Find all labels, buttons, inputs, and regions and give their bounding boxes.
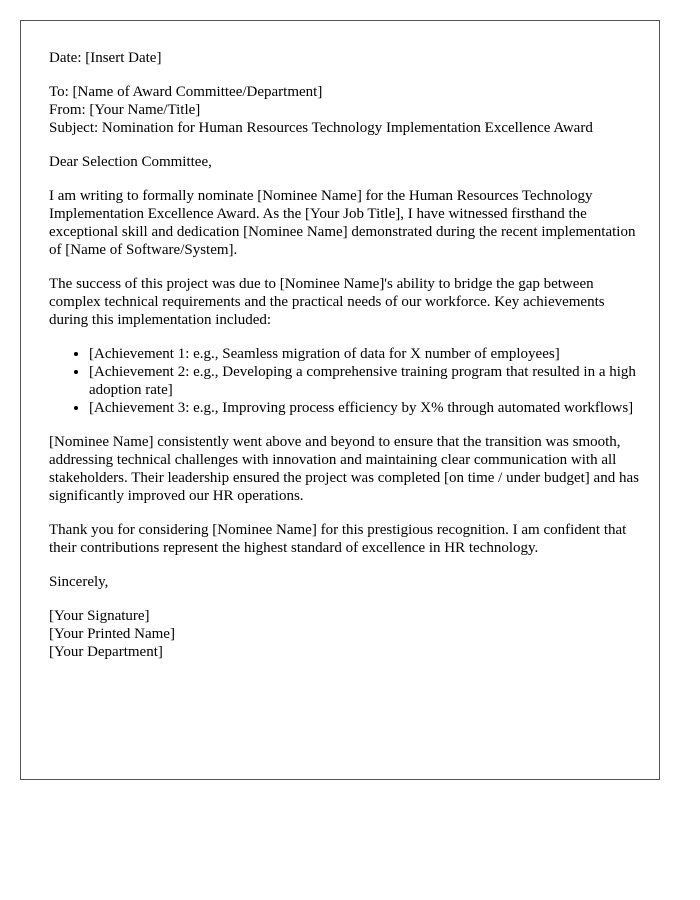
letter-closing: Sincerely,	[49, 574, 109, 590]
letter-subject: Subject: Nomination for Human Resources Technology Implementation Excellence Award	[49, 120, 593, 136]
letter-paragraph-leadership: [Nominee Name] consistently went above and beyond to ensure that the transition was smooth, addressing technical challenges with innovation and maintaining clear communication with all stakeholders. Their leadership ensured the project was completed [on time / under budget] and has significantly improved our HR operations.	[49, 434, 639, 504]
printed-name-line: [Your Printed Name]	[49, 626, 175, 642]
achievement-item: • [Achievement 2: e.g., Developing a comprehensive training program that resulted in a high adoption rate]	[89, 363, 639, 399]
letter-date: Date: [Insert Date]	[49, 50, 162, 66]
achievement-item: • [Achievement 1: e.g., Seamless migration of data for X number of employees]	[89, 345, 639, 363]
letter-paragraph-intro: I am writing to formally nominate [Nominee Name] for the Human Resources Technology Implementation Excellence Award. As the [Your Job Title], I have witnessed firsthand the exceptional skill and dedication [Nominee Name] demonstrated during the recent implementation of [Name of Software/System].	[49, 188, 636, 258]
letter-body	[49, 49, 639, 661]
letter-page	[20, 20, 660, 780]
achievement-item: • [Achievement 3: e.g., Improving process efficiency by X% through automated workflows]	[89, 399, 639, 417]
signature-block	[49, 607, 639, 661]
letter-header	[49, 83, 639, 137]
letter-salutation: Dear Selection Committee,	[49, 154, 212, 170]
letter-paragraph-success: The success of this project was due to [Nominee Name]'s ability to bridge the gap between complex technical requirements and the practical needs of our workforce. Key achievements during this implementation included:	[49, 276, 605, 328]
letter-from: From: [Your Name/Title]	[49, 102, 201, 118]
letter-paragraph-thanks: Thank you for considering [Nominee Name] for this prestigious recognition. I am confident that their contributions represent the highest standard of excellence in HR technology.	[49, 522, 627, 556]
department-line: [Your Department]	[49, 644, 163, 660]
achievements-list	[49, 345, 639, 417]
letter-to: To: [Name of Award Committee/Department]	[49, 84, 323, 100]
signature-line: [Your Signature]	[49, 608, 150, 624]
